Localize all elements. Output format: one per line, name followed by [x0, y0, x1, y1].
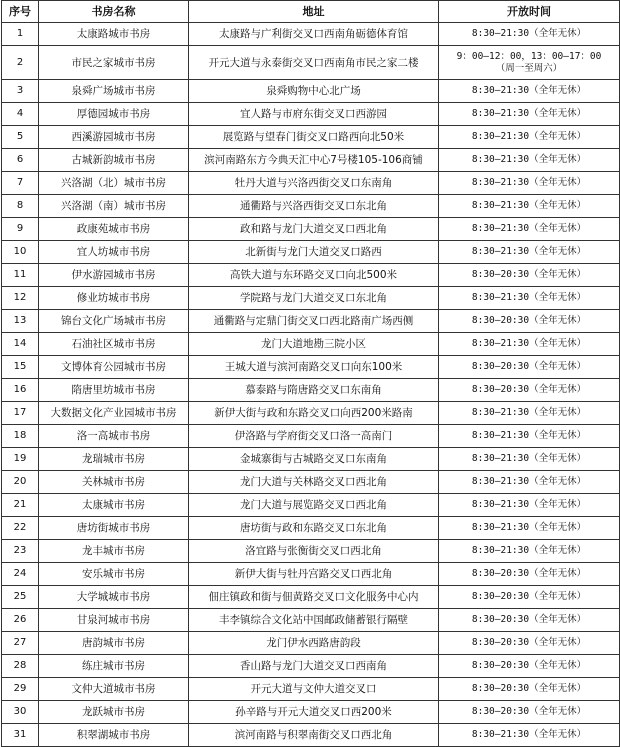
library-address: 龙门伊水西路唐韵段 [189, 632, 439, 655]
table-row [2, 471, 620, 494]
library-name: 文仲大道城市书房 [39, 678, 189, 701]
opening-hours-line: 8:30—21:30（全年无休） [471, 522, 587, 533]
table-row [2, 632, 620, 655]
library-name: 大数据文化产业园城市书房 [39, 402, 189, 425]
library-name: 唐坊街城市书房 [39, 517, 189, 540]
opening-hours [439, 402, 620, 425]
opening-hours-line: 8:30—21:30（全年无休） [471, 154, 587, 165]
row-number: 15 [2, 356, 39, 379]
city-library-table [1, 0, 620, 747]
library-address: 金城寨街与古城路交叉口东南角 [189, 448, 439, 471]
table-row [2, 23, 620, 46]
opening-hours-line: 8:30—20:30（全年无休） [471, 269, 587, 280]
table-row [2, 287, 620, 310]
row-number: 26 [2, 609, 39, 632]
library-name: 龙瑞城市书房 [39, 448, 189, 471]
library-name: 积翠湖城市书房 [39, 724, 189, 747]
opening-hours [439, 126, 620, 149]
opening-hours-line: 8:30—21:30（全年无休） [471, 177, 587, 188]
opening-hours-line: 8:30—20:30（全年无休） [471, 706, 587, 717]
library-name: 西溪游园城市书房 [39, 126, 189, 149]
opening-hours [439, 333, 620, 356]
opening-hours-line: 8:30—20:30（全年无休） [471, 683, 587, 694]
row-number: 18 [2, 425, 39, 448]
opening-hours-line: 8:30—21:30（全年无休） [471, 246, 587, 257]
table-row [2, 540, 620, 563]
library-address: 新伊大街与牡丹宫路交叉口西北角 [189, 563, 439, 586]
opening-hours [439, 494, 620, 517]
library-name: 修业坊城市书房 [39, 287, 189, 310]
table-row [2, 609, 620, 632]
opening-hours-line: 8:30—21:30（全年无休） [471, 292, 587, 303]
library-name: 兴洛湖（南）城市书房 [39, 195, 189, 218]
opening-hours-line: 8:30—20:30（全年无休） [471, 384, 587, 395]
library-address: 开元大道与永泰街交叉口西南角市民之家二楼 [189, 46, 439, 80]
opening-hours [439, 241, 620, 264]
row-number: 23 [2, 540, 39, 563]
library-address: 伊洛路与学府街交叉口洛一高南门 [189, 425, 439, 448]
table-row [2, 310, 620, 333]
row-number: 2 [2, 46, 39, 80]
opening-hours-line: 8:30—20:30（全年无休） [471, 315, 587, 326]
table-row [2, 402, 620, 425]
row-number: 3 [2, 80, 39, 103]
opening-hours [439, 586, 620, 609]
opening-hours [439, 80, 620, 103]
opening-hours-line: 8:30—21:30（全年无休） [471, 108, 587, 119]
opening-hours [439, 517, 620, 540]
row-number: 31 [2, 724, 39, 747]
table-row [2, 126, 620, 149]
library-name: 石油社区城市书房 [39, 333, 189, 356]
opening-hours-line: 8:30—21:30（全年无休） [471, 338, 587, 349]
opening-hours-line: （周一至周六） [495, 62, 563, 74]
library-address: 丰李镇综合文化站中国邮政储蓄银行隔壁 [189, 609, 439, 632]
library-address: 开元大道与文仲大道交叉口 [189, 678, 439, 701]
table-row [2, 195, 620, 218]
header-address: 地址 [189, 1, 439, 23]
library-name: 甘泉河城市书房 [39, 609, 189, 632]
library-address: 宜人路与市府东街交叉口西游园 [189, 103, 439, 126]
library-address: 太康路与广利街交叉口西南角砺德体育馆 [189, 23, 439, 46]
opening-hours-line: 8:30—20:30（全年无休） [471, 568, 587, 579]
table-row [2, 724, 620, 747]
opening-hours-line: 8:30—21:30（全年无休） [471, 200, 587, 211]
library-name: 泉舜广场城市书房 [39, 80, 189, 103]
opening-hours [439, 195, 620, 218]
opening-hours [439, 287, 620, 310]
library-name: 龙丰城市书房 [39, 540, 189, 563]
header-name: 书房名称 [39, 1, 189, 23]
library-name: 练庄城市书房 [39, 655, 189, 678]
library-name: 龙跃城市书房 [39, 701, 189, 724]
opening-hours [439, 103, 620, 126]
opening-hours-line: 8:30—20:30（全年无休） [471, 660, 587, 671]
opening-hours [439, 701, 620, 724]
row-number: 4 [2, 103, 39, 126]
library-address: 展览路与望春门街交叉口路西向北50米 [189, 126, 439, 149]
library-address: 佃庄镇政和街与佃黄路交叉口文化服务中心内 [189, 586, 439, 609]
opening-hours-line: 8:30—21:30（全年无休） [471, 499, 587, 510]
row-number: 24 [2, 563, 39, 586]
table-row [2, 172, 620, 195]
opening-hours [439, 149, 620, 172]
row-number: 12 [2, 287, 39, 310]
library-address: 唐坊街与政和东路交叉口东北角 [189, 517, 439, 540]
opening-hours-line: 8:30—21:30（全年无休） [471, 407, 587, 418]
opening-hours [439, 310, 620, 333]
table-row [2, 586, 620, 609]
opening-hours-line: 8:30—21:30（全年无休） [471, 131, 587, 142]
table-row [2, 356, 620, 379]
opening-hours [439, 46, 620, 80]
table-header-row [2, 1, 620, 23]
library-address: 香山路与龙门大道交叉口西南角 [189, 655, 439, 678]
library-address: 慕泰路与隋唐路交叉口东南角 [189, 379, 439, 402]
opening-hours-line: 8:30—21:30（全年无休） [471, 476, 587, 487]
row-number: 10 [2, 241, 39, 264]
table-row [2, 333, 620, 356]
row-number: 29 [2, 678, 39, 701]
opening-hours-line: 8:30—21:30（全年无休） [471, 28, 587, 39]
library-address: 牡丹大道与兴洛西街交叉口东南角 [189, 172, 439, 195]
opening-hours [439, 425, 620, 448]
library-name: 伊水游园城市书房 [39, 264, 189, 287]
opening-hours [439, 172, 620, 195]
table-row [2, 46, 620, 80]
library-name: 市民之家城市书房 [39, 46, 189, 80]
library-name: 古城新韵城市书房 [39, 149, 189, 172]
header-hours: 开放时间 [439, 1, 620, 23]
opening-hours-line: 8:30—20:30（全年无休） [471, 591, 587, 602]
row-number: 27 [2, 632, 39, 655]
library-address: 政和路与龙门大道交叉口西北角 [189, 218, 439, 241]
table-row [2, 379, 620, 402]
library-name: 厚德园城市书房 [39, 103, 189, 126]
row-number: 5 [2, 126, 39, 149]
library-address: 龙门大道地勘三院小区 [189, 333, 439, 356]
opening-hours [439, 23, 620, 46]
row-number: 7 [2, 172, 39, 195]
opening-hours [439, 379, 620, 402]
row-number: 25 [2, 586, 39, 609]
library-address: 龙门大道与关林路交叉口西北角 [189, 471, 439, 494]
library-address: 泉舜购物中心北广场 [189, 80, 439, 103]
library-name: 兴洛湖（北）城市书房 [39, 172, 189, 195]
row-number: 8 [2, 195, 39, 218]
row-number: 28 [2, 655, 39, 678]
library-name: 文博体育公园城市书房 [39, 356, 189, 379]
table-row [2, 517, 620, 540]
library-name: 唐韵城市书房 [39, 632, 189, 655]
opening-hours-line: 8:30—21:30（全年无休） [471, 453, 587, 464]
library-name: 关林城市书房 [39, 471, 189, 494]
library-address: 洛宜路与张衡街交叉口西北角 [189, 540, 439, 563]
opening-hours [439, 264, 620, 287]
library-name: 隋唐里坊城市书房 [39, 379, 189, 402]
opening-hours-line: 8:30—21:30（全年无休） [471, 430, 587, 441]
row-number: 6 [2, 149, 39, 172]
table-body [2, 23, 620, 747]
opening-hours [439, 356, 620, 379]
library-name: 太康城市书房 [39, 494, 189, 517]
row-number: 19 [2, 448, 39, 471]
library-address: 新伊大街与政和东路交叉口向西200米路南 [189, 402, 439, 425]
opening-hours [439, 678, 620, 701]
table-row [2, 264, 620, 287]
table-row [2, 149, 620, 172]
library-address: 北新街与龙门大道交叉口路西 [189, 241, 439, 264]
table-row [2, 218, 620, 241]
row-number: 21 [2, 494, 39, 517]
table-row [2, 494, 620, 517]
library-name: 大学城城市书房 [39, 586, 189, 609]
table-row [2, 655, 620, 678]
opening-hours-line: 8:30—20:30（全年无休） [471, 637, 587, 648]
opening-hours-line: 8:30—21:30（全年无休） [471, 223, 587, 234]
row-number: 9 [2, 218, 39, 241]
row-number: 13 [2, 310, 39, 333]
row-number: 20 [2, 471, 39, 494]
library-address: 滨河南路东方今典天汇中心7号楼105-106商铺 [189, 149, 439, 172]
opening-hours-line: 8:30—21:30（全年无休） [471, 545, 587, 556]
opening-hours [439, 218, 620, 241]
table-row [2, 678, 620, 701]
table-row [2, 241, 620, 264]
library-name: 宜人坊城市书房 [39, 241, 189, 264]
table-row [2, 701, 620, 724]
table-row [2, 425, 620, 448]
library-address: 通衢路与兴洛西街交叉口东北角 [189, 195, 439, 218]
opening-hours [439, 724, 620, 747]
header-number: 序号 [2, 1, 39, 23]
library-address: 学院路与龙门大道交叉口东北角 [189, 287, 439, 310]
opening-hours [439, 471, 620, 494]
opening-hours-line: 8:30—21:30（全年无休） [471, 85, 587, 96]
library-name: 太康路城市书房 [39, 23, 189, 46]
library-address: 孙辛路与开元大道交叉口西200米 [189, 701, 439, 724]
row-number: 17 [2, 402, 39, 425]
table-row [2, 448, 620, 471]
opening-hours [439, 609, 620, 632]
library-address: 滨河南路与积翠南街交叉口西北角 [189, 724, 439, 747]
library-name: 洛一高城市书房 [39, 425, 189, 448]
table-row [2, 103, 620, 126]
opening-hours [439, 632, 620, 655]
row-number: 11 [2, 264, 39, 287]
opening-hours-line: 8:30—20:30（全年无休） [471, 614, 587, 625]
opening-hours-line: 8:30—21:30（全年无休） [471, 729, 587, 740]
library-name: 安乐城市书房 [39, 563, 189, 586]
library-address: 龙门大道与展览路交叉口西北角 [189, 494, 439, 517]
table-row [2, 80, 620, 103]
opening-hours [439, 655, 620, 678]
opening-hours-line: 9：00—12：00，13：00—17：00 [456, 50, 602, 62]
library-name: 锦台文化广场城市书房 [39, 310, 189, 333]
library-address: 高铁大道与东环路交叉口向北500米 [189, 264, 439, 287]
opening-hours [439, 540, 620, 563]
library-name: 政康苑城市书房 [39, 218, 189, 241]
library-address: 王城大道与滨河南路交叉口向东100米 [189, 356, 439, 379]
row-number: 22 [2, 517, 39, 540]
row-number: 16 [2, 379, 39, 402]
table-row [2, 563, 620, 586]
opening-hours-line: 8:30—20:30（全年无休） [471, 361, 587, 372]
opening-hours [439, 563, 620, 586]
row-number: 1 [2, 23, 39, 46]
opening-hours [439, 448, 620, 471]
library-address: 通衢路与定鼎门街交叉口西北路南广场西侧 [189, 310, 439, 333]
row-number: 30 [2, 701, 39, 724]
row-number: 14 [2, 333, 39, 356]
